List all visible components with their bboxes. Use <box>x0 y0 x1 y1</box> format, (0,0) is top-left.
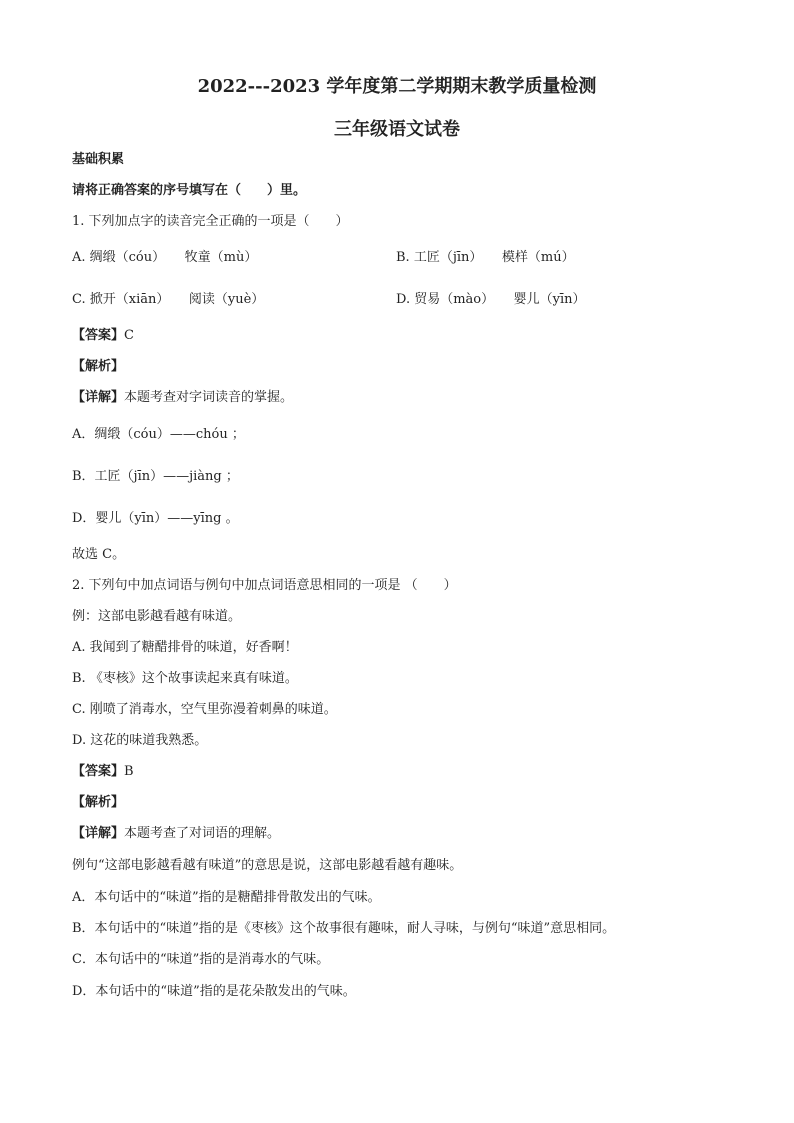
q2-explain-c: C．本句话中的“味道”指的是消毒水的气味。 <box>72 952 330 967</box>
q2-analysis-tag: 【解析】 <box>72 795 125 810</box>
q2-answer <box>72 764 134 780</box>
q1-option-c: C. 掀开（xiān） 阅读（yuè） <box>72 292 265 307</box>
exam-subtitle: 三年级语文试卷 <box>334 119 460 140</box>
q1-stem: 1. 下列加点字的读音完全正确的一项是（ ） <box>72 214 349 229</box>
q2-detail <box>72 826 280 842</box>
q1-detail <box>72 390 293 406</box>
q2-stem: 2. 下列句中加点词语与例句中加点词语意思相同的一项是 （ ） <box>72 578 457 593</box>
q2-option-d: D. 这花的味道我熟悉。 <box>72 733 208 748</box>
q2-option-b: B. 《枣核》这个故事读起来真有味道。 <box>72 671 298 686</box>
answer-tag: 【答案】 <box>72 764 125 779</box>
q1-analysis-tag: 【解析】 <box>72 359 125 374</box>
answer-tag: 【答案】 <box>72 328 125 343</box>
q2-example: 例：这部电影越看越有味道。 <box>72 609 242 624</box>
q1-explain-d: D．婴儿（yīn）——yīng 。 <box>72 511 239 526</box>
q2-option-a: A. 我闻到了糖醋排骨的味道，好香啊！ <box>72 640 298 655</box>
q1-conclusion: 故选 C。 <box>72 547 126 562</box>
q1-option-b: B. 工匠（jīn） 模样（mú） <box>396 250 575 265</box>
q2-option-c: C. 刚喷了消毒水，空气里弥漫着刺鼻的味道。 <box>72 702 337 717</box>
q1-option-a: A. 绸缎（cóu） 牧童（mù） <box>72 250 258 265</box>
q2-explain-d: D．本句话中的“味道”指的是花朵散发出的气味。 <box>72 984 356 999</box>
exam-title: 2022---2023 学年度第二学期期末教学质量检测 <box>197 76 597 97</box>
q2-explain-a: A．本句话中的“味道”指的是糖醋排骨散发出的气味。 <box>72 890 381 905</box>
detail-tag: 【详解】 <box>72 826 125 841</box>
detail-text: 本题考查了对词语的理解。 <box>124 826 281 841</box>
q2-explain: 例句“这部电影越看越有味道”的意思是说，这部电影越看越有趣味。 <box>72 858 463 873</box>
q2-explain-b: B．本句话中的“味道”指的是《枣核》这个故事很有趣味，耐人寻味，与例句“味道”意思相同。 <box>72 921 616 936</box>
instruction: 请将正确答案的序号填写在（ ）里。 <box>72 183 307 198</box>
detail-text: 本题考查对字词读音的掌握。 <box>124 390 294 405</box>
answer-value: C <box>124 328 134 343</box>
q1-explain-b: B．工匠（jīn）——jiàng ； <box>72 469 239 484</box>
section-heading: 基础积累 <box>72 152 125 167</box>
q1-option-d: D. 贸易（mào） 婴儿（yīn） <box>396 292 586 307</box>
answer-value: B <box>124 764 134 779</box>
detail-tag: 【详解】 <box>72 390 125 405</box>
q1-explain-a: A．绸缎（cóu）——chóu ； <box>72 427 245 442</box>
q1-answer <box>72 328 134 344</box>
